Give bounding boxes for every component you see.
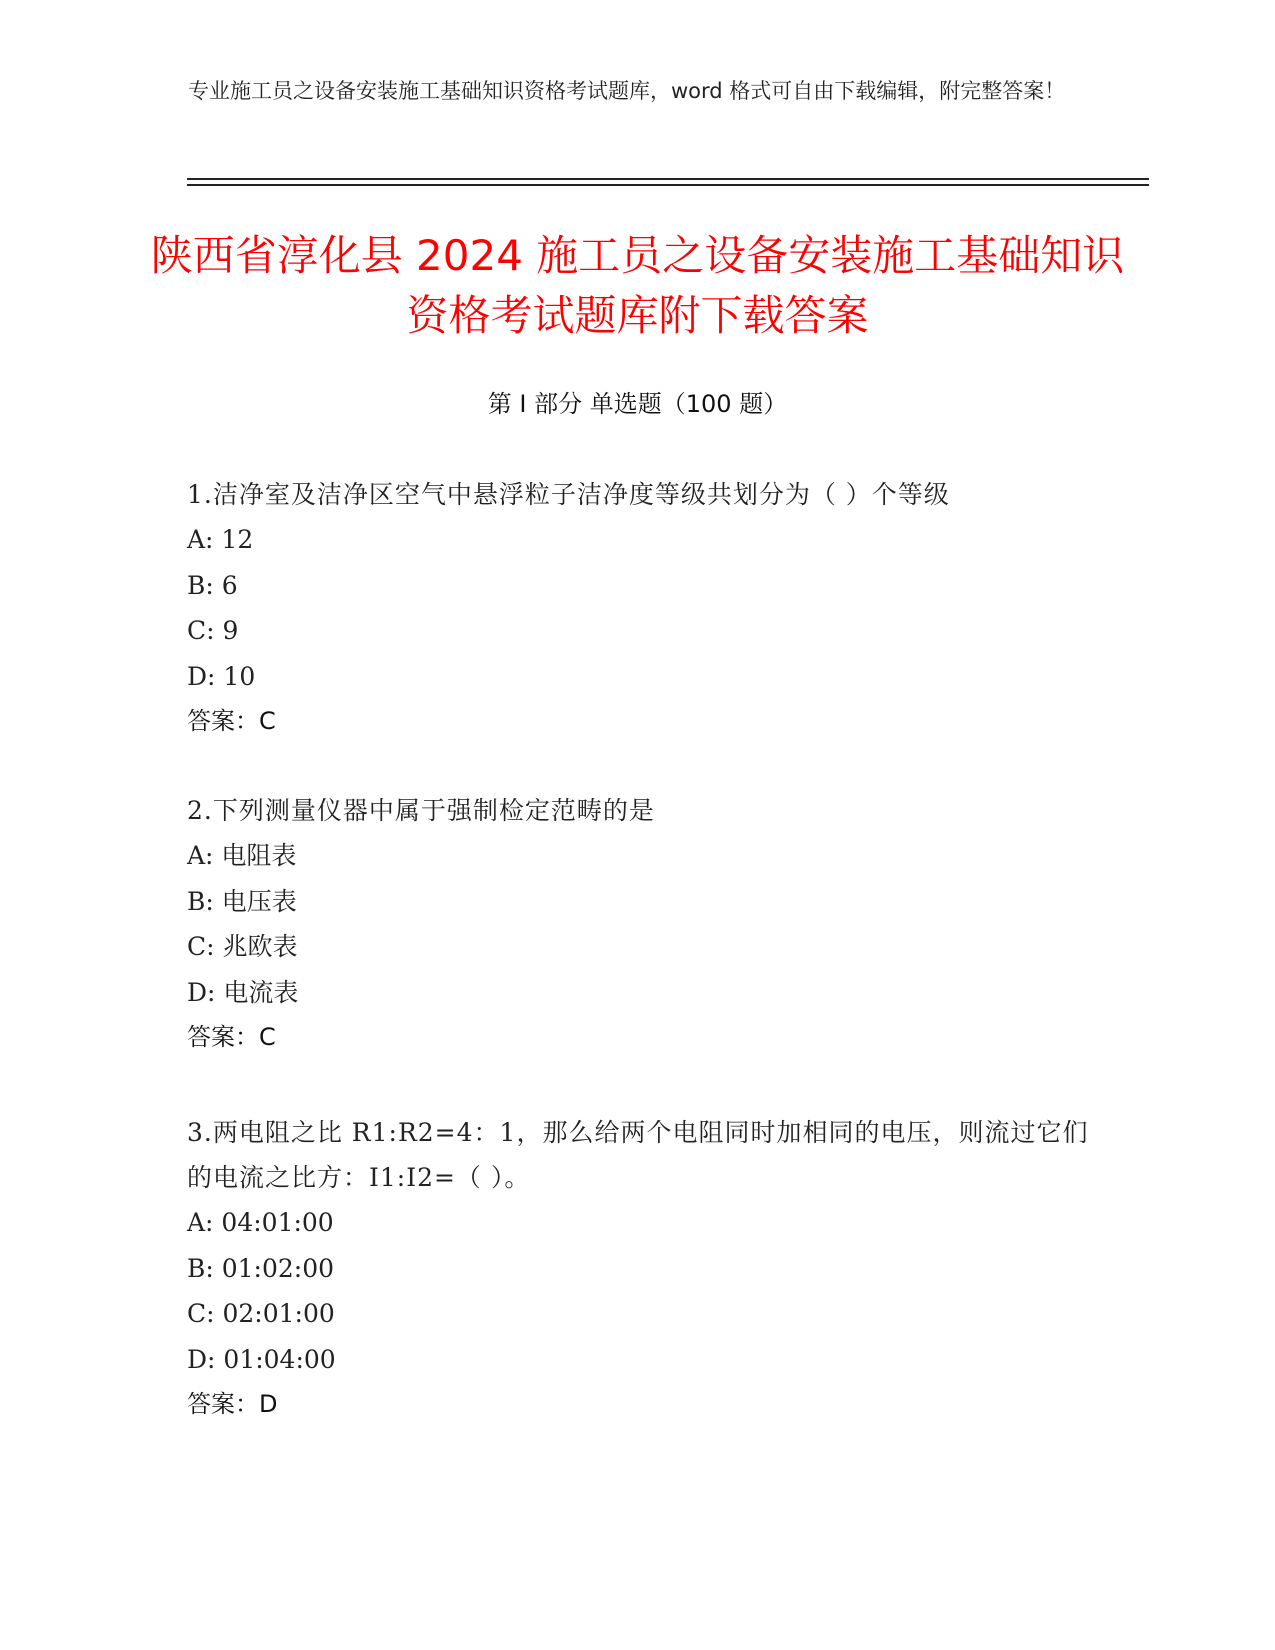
question-2 (187, 788, 1107, 1060)
option-a: A: 12 (187, 525, 254, 554)
option-d: D: 01:04:00 (187, 1344, 336, 1374)
answer: 答案：D (187, 1390, 278, 1418)
option-c: C: 02:01:00 (187, 1299, 335, 1328)
option-c: C: 兆欧表 (187, 932, 298, 961)
question-3 (187, 1110, 1107, 1427)
answer: 答案：C (187, 707, 276, 735)
option-a: A: 电阻表 (187, 841, 297, 870)
answer: 答案：C (187, 1023, 276, 1051)
question-stem: 3.两电阻之比 R1:R2=4：1，那么给两个电阻同时加相同的电压，则流过它们的电流之比方：I1:I2=（ ）。 (187, 1118, 1089, 1192)
header-divider-bottom (187, 184, 1149, 186)
header-divider-top (187, 178, 1149, 180)
question-1 (187, 472, 1107, 744)
header-note: 专业施工员之设备安装施工基础知识资格考试题库，word 格式可自由下载编辑，附完整答案！ (188, 79, 1066, 103)
document-title: 陕西省淳化县 2024 施工员之设备安装施工基础知识资格考试题库附下载答案 (150, 231, 1125, 340)
question-stem: 1.洁净室及洁净区空气中悬浮粒子洁净度等级共划分为（ ）个等级 (187, 480, 950, 509)
option-d: D: 10 (187, 661, 256, 691)
question-stem: 2.下列测量仪器中属于强制检定范畴的是 (187, 796, 655, 825)
option-b: B: 01:02:00 (187, 1253, 335, 1283)
option-c: C: 9 (187, 616, 239, 645)
section-heading: 第 I 部分 单选题（100 题） (487, 390, 788, 418)
option-b: B: 6 (187, 570, 238, 600)
option-d: D: 电流表 (187, 977, 299, 1007)
option-a: A: 04:01:00 (187, 1208, 334, 1237)
option-b: B: 电压表 (187, 886, 297, 916)
